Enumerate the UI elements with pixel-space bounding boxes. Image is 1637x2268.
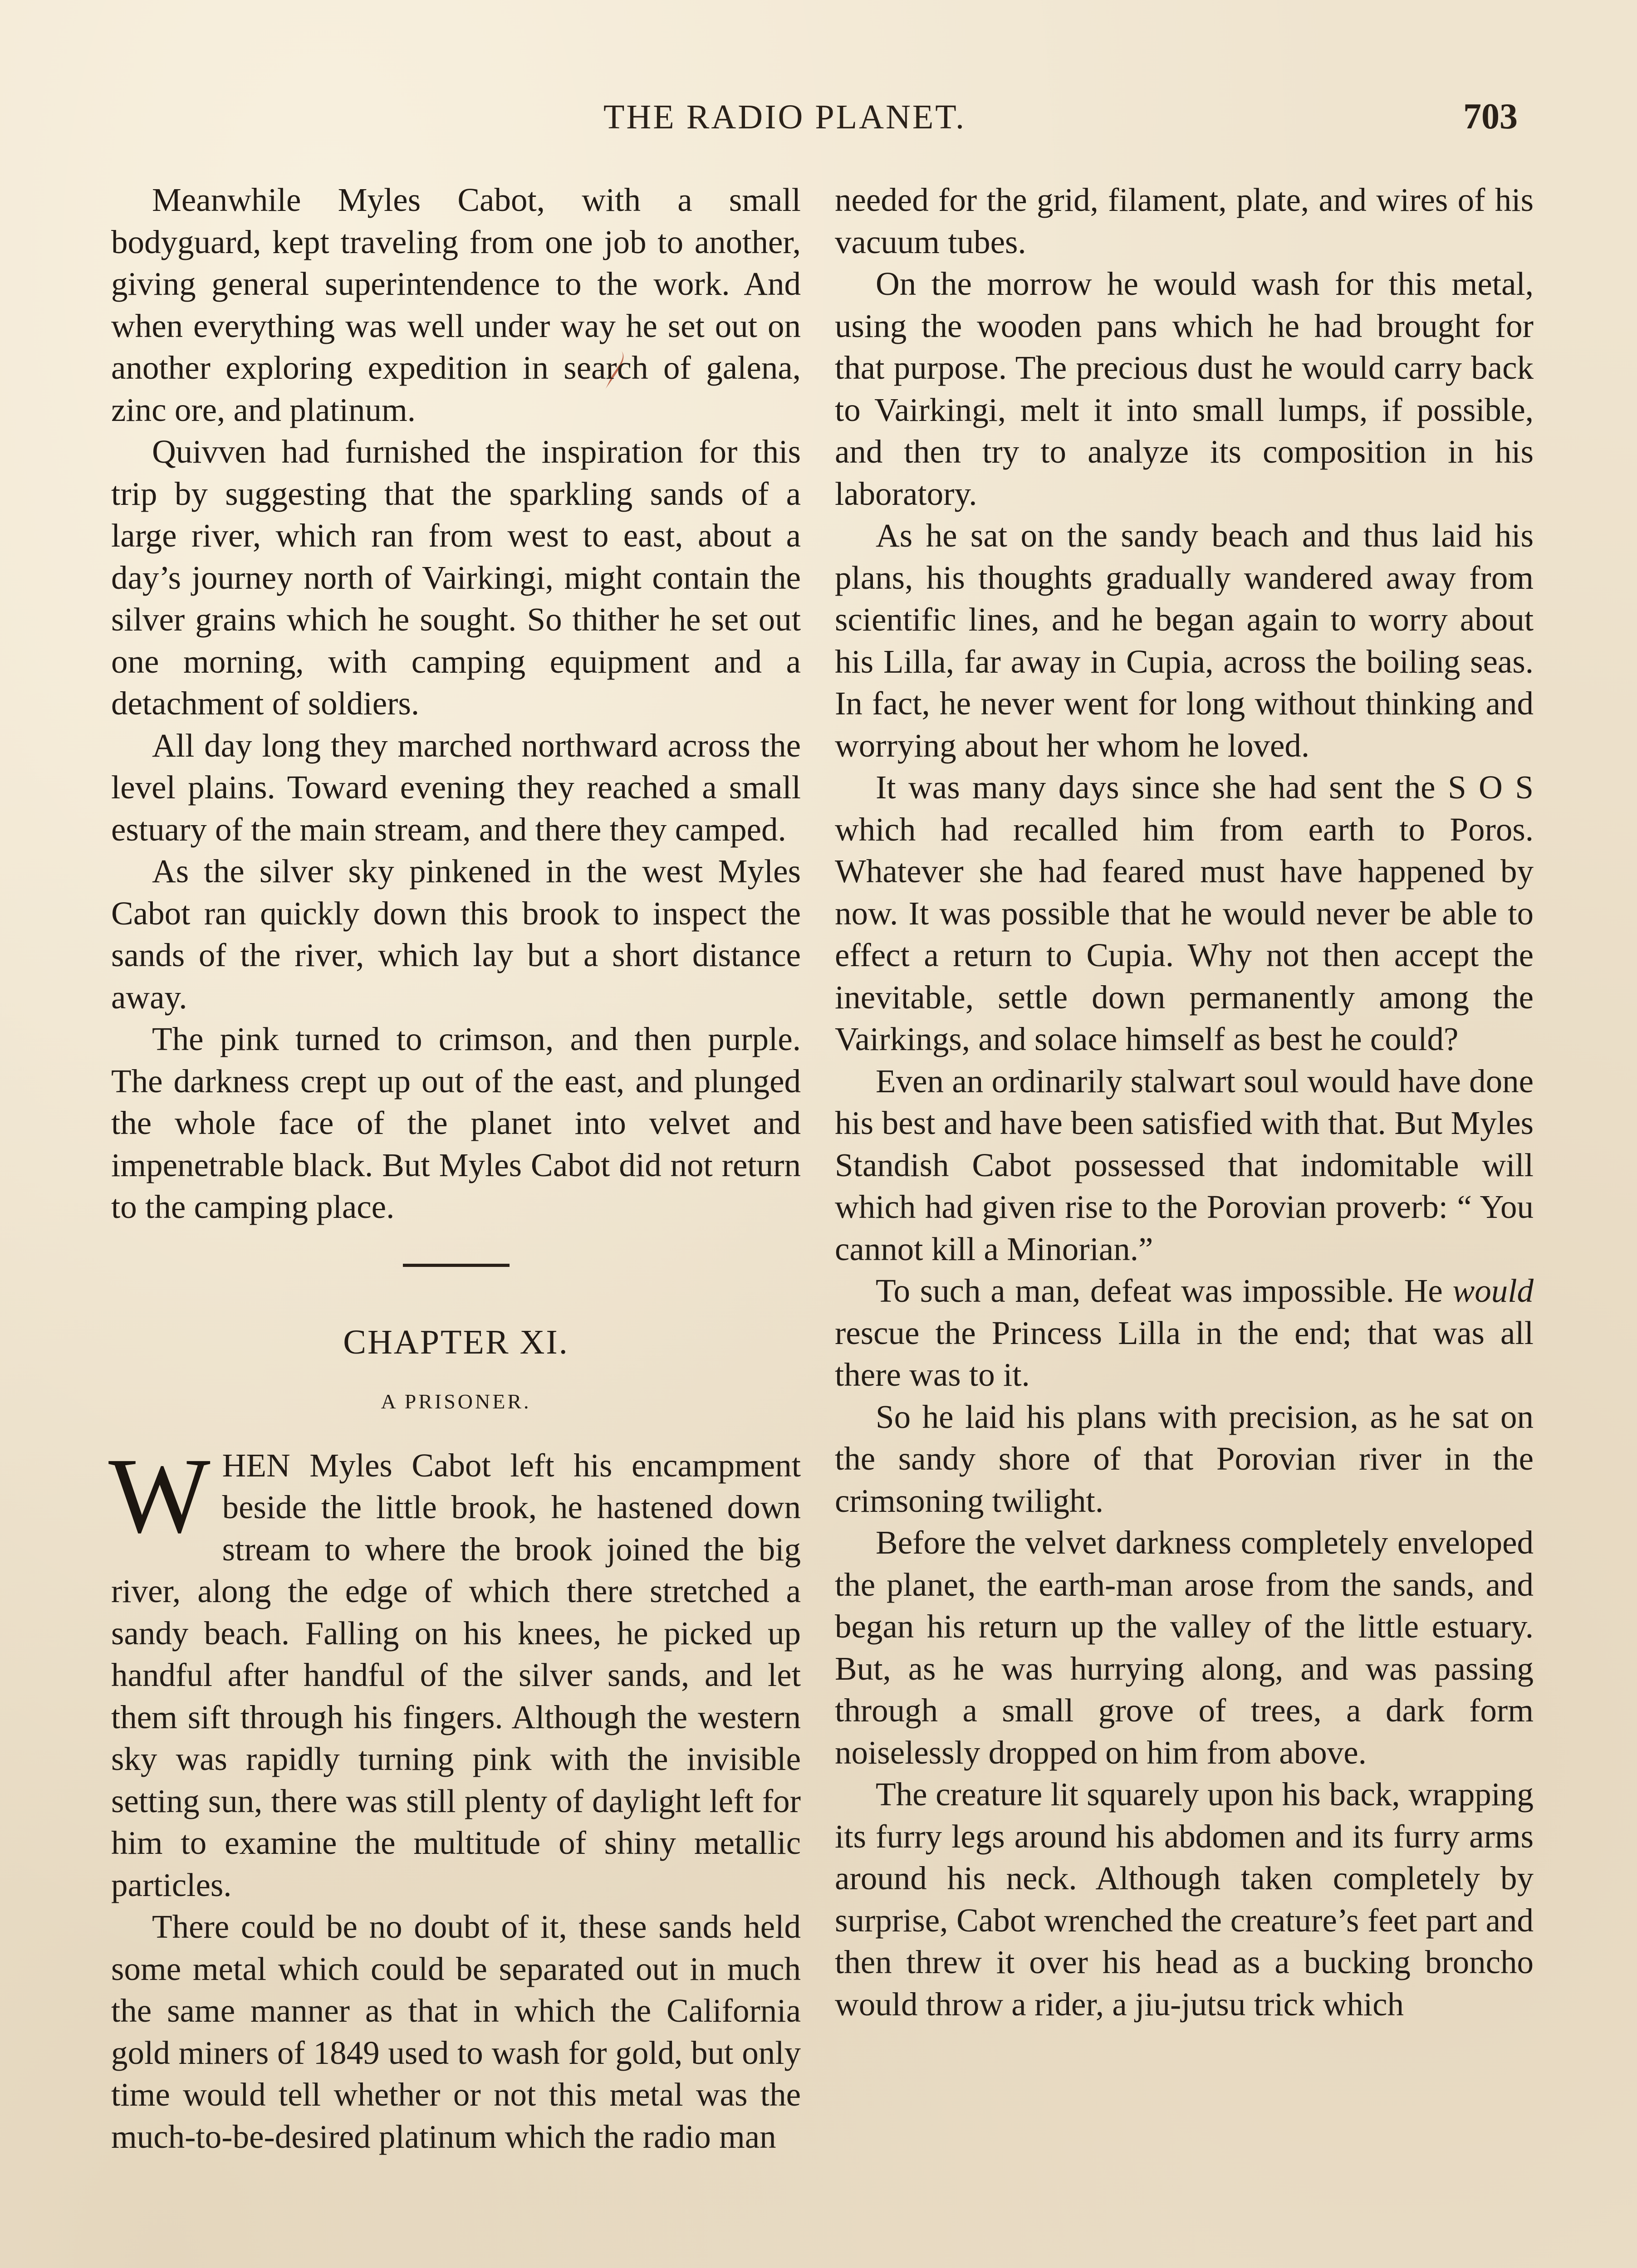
paragraph: So he laid his plans with precision, as he sat on the sandy shore of that Porovian river in the crimsoning twilight. xyxy=(835,1398,1534,1519)
paragraph: Meanwhile Myles Cabot, with a small bodyguard, kept traveling from one job to another, giving general superintendence to the work. And when everything was well under way he set out on another exploring expedition in search of galena, zinc ore, and platinum. xyxy=(111,181,801,428)
opening-paragraph-text: HEN Myles Cabot left his encampment beside the little brook, he hastened down stream to where the brook joined the big river, along the edge of which there stretched a sandy beach. Falling on his knees, he picked up handful after handful of the silver sands, and let them sift through his fingers. Although the western sky was rapidly turning pink with the invisible setting sun, there was still plenty of daylight left for him to examine the multitude of shiny metallic particles. xyxy=(111,1447,801,1903)
running-head-title: THE RADIO PLANET. xyxy=(603,98,966,136)
continued-paragraph: needed for the grid, filament, plate, and wires of his vacuum tubes. xyxy=(835,181,1534,260)
paragraph: Before the velvet darkness completely enveloped the planet, the earth-man arose from the sands, and began his return up the valley of the little estuary. But, as he was hurrying along, and was passing through a small grove of trees, a dark form noiselessly dropped on him from above. xyxy=(835,1524,1534,1771)
paragraph: There could be no doubt of it, these sands held some metal which could be separated out in much the same manner as that in which the California gold miners of 1849 used to wash for gold, but only time would tell whether or not this metal was the much-to-be-desired platinum which the radio man xyxy=(111,1908,801,2155)
paragraph: It was many days since she had sent the S O S which had recalled him from earth to Poros. Whatever she had feared must have happened by now. It was possible that he would never be able to effect a return to Cupia. Why not then accept the inevitable, settle down permanently among the Vairkings, and solace himself as best he could? xyxy=(835,769,1534,1057)
section-divider xyxy=(403,1264,510,1267)
paragraph-text: rescue the Princess Lilla in the end; that was all there was to it. xyxy=(835,1314,1534,1393)
paragraph: Even an ordinarily stalwart soul would have done his best and have been satisfied with that. But Myles Standish Cabot possessed that indomitable will which had given rise to the Porovian proverb: “ You cannot kill a Minorian.” xyxy=(835,1062,1534,1267)
drop-cap: W xyxy=(108,1436,211,1555)
chapter-heading: CHAPTER XI. xyxy=(343,1323,569,1361)
paragraph: The creature lit squarely upon his back, wrapping its furry legs around his abdomen and its furry arms around his neck. Although taken completely by surprise, Cabot wrenched the creature’s feet part and then threw it over his head as a bucking broncho would throw a rider, a jiu-jutsu trick which xyxy=(835,1776,1534,2023)
paragraph: As the silver sky pinkened in the west Myles Cabot ran quickly down this brook to inspect the sands of the river, which lay but a short distance away. xyxy=(111,853,801,1016)
page-number: 703 xyxy=(1463,97,1518,137)
emphasis-text: would xyxy=(1452,1272,1534,1309)
paragraph: The pink turned to crimson, and then purple. The darkness crept up out of the east, and plunged the whole face of the planet into velvet and impenetrable black. But Myles Cabot did not return to the camping place. xyxy=(111,1021,801,1225)
opening-paragraph xyxy=(108,1436,801,1906)
paragraph: On the morrow he would wash for this metal, using the wooden pans which he had brought for that purpose. The precious dust he would carry back to Vairkingi, melt it into small lumps, if possible, and then try to analyze its composition in his laboratory. xyxy=(835,265,1534,512)
paragraph-text: To such a man, defeat was impossible. He xyxy=(876,1272,1453,1309)
chapter-subtitle: A PRISONER. xyxy=(381,1389,531,1413)
right-column xyxy=(835,179,1534,2025)
paragraph: Quivven had furnished the inspiration for this trip by suggesting that the sparkling sands of a large river, which ran from west to east, about a day’s journey north of Vairkingi, might contain the silver grains which he sought. So thither he set out one morning, with camping equipment and a detachment of soldiers. xyxy=(111,433,801,722)
paragraph: All day long they marched northward across the level plains. Toward evening they reached a small estuary of the main stream, and there they camped. xyxy=(111,727,801,848)
paragraph: As he sat on the sandy beach and thus laid his plans, his thoughts gradually wandered away from scientific lines, and he began again to worry about his Lilla, far away in Cupia, across the boiling seas. In fact, he never went for long without thinking and worrying about her whom he loved. xyxy=(835,517,1534,764)
left-column xyxy=(108,179,801,2158)
paragraph xyxy=(835,1270,1534,1396)
